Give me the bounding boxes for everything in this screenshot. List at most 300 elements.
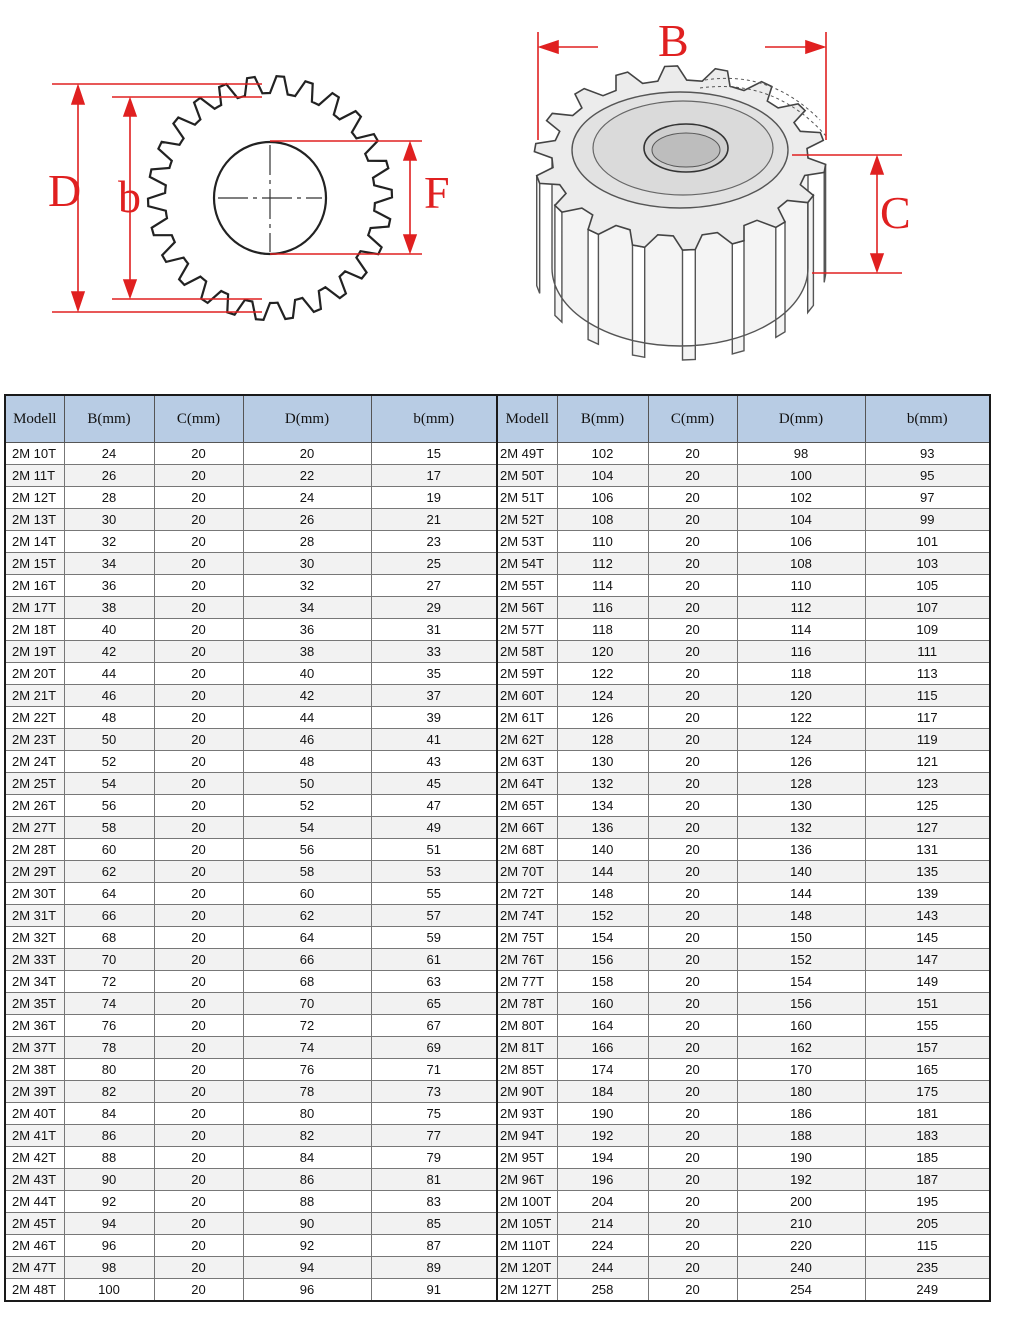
value-cell: 17: [371, 465, 497, 487]
model-cell: 2M 42T: [5, 1147, 64, 1169]
value-cell: 20: [154, 1191, 243, 1213]
value-cell: 20: [648, 1059, 737, 1081]
model-cell: 2M 105T: [497, 1213, 557, 1235]
value-cell: 26: [243, 509, 371, 531]
table-row: [5, 1081, 990, 1103]
value-cell: 105: [865, 575, 990, 597]
model-cell: 2M 18T: [5, 619, 64, 641]
value-cell: 190: [557, 1103, 648, 1125]
value-cell: 154: [737, 971, 865, 993]
value-cell: 54: [64, 773, 154, 795]
value-cell: 20: [648, 1081, 737, 1103]
value-cell: 152: [557, 905, 648, 927]
value-cell: 41: [371, 729, 497, 751]
table-row: [5, 751, 990, 773]
value-cell: 108: [557, 509, 648, 531]
value-cell: 20: [648, 597, 737, 619]
model-cell: 2M 110T: [497, 1235, 557, 1257]
value-cell: 20: [648, 1147, 737, 1169]
value-cell: 192: [737, 1169, 865, 1191]
value-cell: 61: [371, 949, 497, 971]
value-cell: 20: [154, 663, 243, 685]
value-cell: 56: [243, 839, 371, 861]
value-cell: 104: [557, 465, 648, 487]
model-cell: 2M 24T: [5, 751, 64, 773]
value-cell: 102: [557, 443, 648, 465]
value-cell: 143: [865, 905, 990, 927]
value-cell: 20: [648, 1213, 737, 1235]
value-cell: 132: [737, 817, 865, 839]
value-cell: 158: [557, 971, 648, 993]
value-cell: 86: [243, 1169, 371, 1191]
value-cell: 62: [243, 905, 371, 927]
value-cell: 72: [243, 1015, 371, 1037]
value-cell: 78: [243, 1081, 371, 1103]
model-cell: 2M 64T: [497, 773, 557, 795]
value-cell: 20: [154, 839, 243, 861]
value-cell: 200: [737, 1191, 865, 1213]
arrow-down-icon: [404, 235, 416, 252]
value-cell: 30: [64, 509, 154, 531]
value-cell: 56: [64, 795, 154, 817]
value-cell: 40: [243, 663, 371, 685]
value-cell: 86: [64, 1125, 154, 1147]
value-cell: 82: [243, 1125, 371, 1147]
model-cell: 2M 38T: [5, 1059, 64, 1081]
model-cell: 2M 17T: [5, 597, 64, 619]
value-cell: 20: [154, 707, 243, 729]
value-cell: 121: [865, 751, 990, 773]
table-row: [5, 1015, 990, 1037]
arrow-up-icon: [871, 157, 883, 174]
value-cell: 126: [557, 707, 648, 729]
value-cell: 175: [865, 1081, 990, 1103]
value-cell: 20: [154, 1015, 243, 1037]
model-cell: 2M 63T: [497, 751, 557, 773]
value-cell: 147: [865, 949, 990, 971]
value-cell: 149: [865, 971, 990, 993]
value-cell: 60: [243, 883, 371, 905]
value-cell: 20: [648, 1169, 737, 1191]
value-cell: 24: [64, 443, 154, 465]
value-cell: 20: [648, 1103, 737, 1125]
model-cell: 2M 54T: [497, 553, 557, 575]
value-cell: 55: [371, 883, 497, 905]
value-cell: 96: [243, 1279, 371, 1302]
table-row: [5, 597, 990, 619]
model-cell: 2M 68T: [497, 839, 557, 861]
column-header: C(mm): [154, 395, 243, 443]
model-cell: 2M 120T: [497, 1257, 557, 1279]
model-cell: 2M 35T: [5, 993, 64, 1015]
value-cell: 156: [737, 993, 865, 1015]
model-cell: 2M 20T: [5, 663, 64, 685]
value-cell: 20: [648, 971, 737, 993]
value-cell: 66: [64, 905, 154, 927]
value-cell: 64: [64, 883, 154, 905]
model-cell: 2M 16T: [5, 575, 64, 597]
value-cell: 99: [865, 509, 990, 531]
model-cell: 2M 127T: [497, 1279, 557, 1302]
table-row: [5, 1235, 990, 1257]
model-cell: 2M 58T: [497, 641, 557, 663]
value-cell: 188: [737, 1125, 865, 1147]
model-cell: 2M 43T: [5, 1169, 64, 1191]
value-cell: 131: [865, 839, 990, 861]
table-header: [5, 395, 990, 443]
value-cell: 135: [865, 861, 990, 883]
value-cell: 20: [648, 751, 737, 773]
table-row: [5, 1147, 990, 1169]
value-cell: 20: [648, 487, 737, 509]
value-cell: 57: [371, 905, 497, 927]
value-cell: 20: [154, 905, 243, 927]
value-cell: 15: [371, 443, 497, 465]
value-cell: 186: [737, 1103, 865, 1125]
value-cell: 156: [557, 949, 648, 971]
value-cell: 88: [64, 1147, 154, 1169]
value-cell: 110: [557, 531, 648, 553]
model-cell: 2M 47T: [5, 1257, 64, 1279]
value-cell: 258: [557, 1279, 648, 1302]
value-cell: 112: [737, 597, 865, 619]
value-cell: 58: [64, 817, 154, 839]
value-cell: 36: [64, 575, 154, 597]
value-cell: 34: [64, 553, 154, 575]
table-row: [5, 487, 990, 509]
value-cell: 20: [154, 1103, 243, 1125]
table-row: [5, 641, 990, 663]
value-cell: 64: [243, 927, 371, 949]
value-cell: 20: [648, 883, 737, 905]
table-row: [5, 509, 990, 531]
value-cell: 22: [243, 465, 371, 487]
value-cell: 112: [557, 553, 648, 575]
value-cell: 20: [648, 927, 737, 949]
value-cell: 85: [371, 1213, 497, 1235]
table-row: [5, 993, 990, 1015]
value-cell: 92: [64, 1191, 154, 1213]
value-cell: 224: [557, 1235, 648, 1257]
value-cell: 25: [371, 553, 497, 575]
value-cell: 90: [64, 1169, 154, 1191]
value-cell: 139: [865, 883, 990, 905]
value-cell: 157: [865, 1037, 990, 1059]
value-cell: 122: [557, 663, 648, 685]
value-cell: 170: [737, 1059, 865, 1081]
value-cell: 20: [154, 1125, 243, 1147]
value-cell: 20: [648, 619, 737, 641]
value-cell: 46: [243, 729, 371, 751]
table-row: [5, 707, 990, 729]
table-row: [5, 553, 990, 575]
value-cell: 196: [557, 1169, 648, 1191]
value-cell: 126: [737, 751, 865, 773]
value-cell: 20: [154, 531, 243, 553]
value-cell: 69: [371, 1037, 497, 1059]
arrow-up-icon: [72, 86, 84, 104]
value-cell: 97: [865, 487, 990, 509]
value-cell: 20: [648, 773, 737, 795]
model-cell: 2M 25T: [5, 773, 64, 795]
value-cell: 123: [865, 773, 990, 795]
model-cell: 2M 36T: [5, 1015, 64, 1037]
value-cell: 103: [865, 553, 990, 575]
value-cell: 48: [64, 707, 154, 729]
value-cell: 20: [648, 1191, 737, 1213]
value-cell: 35: [371, 663, 497, 685]
value-cell: 20: [154, 619, 243, 641]
value-cell: 92: [243, 1235, 371, 1257]
value-cell: 71: [371, 1059, 497, 1081]
value-cell: 20: [154, 773, 243, 795]
value-cell: 89: [371, 1257, 497, 1279]
model-cell: 2M 52T: [497, 509, 557, 531]
model-cell: 2M 23T: [5, 729, 64, 751]
arrow-up-icon: [404, 143, 416, 160]
model-cell: 2M 39T: [5, 1081, 64, 1103]
model-cell: 2M 34T: [5, 971, 64, 993]
value-cell: 44: [64, 663, 154, 685]
model-cell: 2M 62T: [497, 729, 557, 751]
value-cell: 194: [557, 1147, 648, 1169]
table-row: [5, 949, 990, 971]
arrow-down-icon: [871, 254, 883, 271]
value-cell: 174: [557, 1059, 648, 1081]
label-b: b: [118, 171, 141, 222]
value-cell: 78: [64, 1037, 154, 1059]
value-cell: 106: [557, 487, 648, 509]
model-cell: 2M 74T: [497, 905, 557, 927]
value-cell: 77: [371, 1125, 497, 1147]
model-cell: 2M 30T: [5, 883, 64, 905]
column-header: Modell: [5, 395, 64, 443]
value-cell: 20: [154, 971, 243, 993]
value-cell: 20: [154, 1059, 243, 1081]
value-cell: 165: [865, 1059, 990, 1081]
value-cell: 145: [865, 927, 990, 949]
value-cell: 94: [243, 1257, 371, 1279]
value-cell: 134: [557, 795, 648, 817]
value-cell: 115: [865, 685, 990, 707]
value-cell: 53: [371, 861, 497, 883]
value-cell: 95: [865, 465, 990, 487]
value-cell: 114: [557, 575, 648, 597]
value-cell: 100: [737, 465, 865, 487]
value-cell: 20: [154, 1169, 243, 1191]
value-cell: 20: [648, 1125, 737, 1147]
value-cell: 148: [557, 883, 648, 905]
value-cell: 42: [243, 685, 371, 707]
table-row: [5, 795, 990, 817]
model-cell: 2M 41T: [5, 1125, 64, 1147]
column-header: C(mm): [648, 395, 737, 443]
table-row: [5, 861, 990, 883]
value-cell: 87: [371, 1235, 497, 1257]
value-cell: 37: [371, 685, 497, 707]
model-cell: 2M 61T: [497, 707, 557, 729]
value-cell: 42: [64, 641, 154, 663]
value-cell: 114: [737, 619, 865, 641]
value-cell: 70: [64, 949, 154, 971]
value-cell: 110: [737, 575, 865, 597]
value-cell: 20: [648, 949, 737, 971]
value-cell: 73: [371, 1081, 497, 1103]
value-cell: 26: [64, 465, 154, 487]
model-cell: 2M 56T: [497, 597, 557, 619]
value-cell: 20: [154, 553, 243, 575]
model-cell: 2M 10T: [5, 443, 64, 465]
value-cell: 20: [154, 641, 243, 663]
value-cell: 38: [243, 641, 371, 663]
value-cell: 20: [154, 1257, 243, 1279]
value-cell: 60: [64, 839, 154, 861]
model-cell: 2M 37T: [5, 1037, 64, 1059]
value-cell: 90: [243, 1213, 371, 1235]
value-cell: 51: [371, 839, 497, 861]
label-C: C: [880, 187, 911, 238]
value-cell: 79: [371, 1147, 497, 1169]
arrow-left-icon: [540, 41, 558, 53]
arrow-right-icon: [806, 41, 824, 53]
value-cell: 30: [243, 553, 371, 575]
value-cell: 20: [154, 509, 243, 531]
value-cell: 45: [371, 773, 497, 795]
model-cell: 2M 26T: [5, 795, 64, 817]
value-cell: 102: [737, 487, 865, 509]
value-cell: 181: [865, 1103, 990, 1125]
value-cell: 20: [648, 1037, 737, 1059]
value-cell: 235: [865, 1257, 990, 1279]
value-cell: 101: [865, 531, 990, 553]
value-cell: 20: [154, 817, 243, 839]
value-cell: 46: [64, 685, 154, 707]
model-cell: 2M 29T: [5, 861, 64, 883]
value-cell: 76: [243, 1059, 371, 1081]
value-cell: 107: [865, 597, 990, 619]
model-cell: 2M 100T: [497, 1191, 557, 1213]
model-cell: 2M 49T: [497, 443, 557, 465]
model-cell: 2M 46T: [5, 1235, 64, 1257]
model-cell: 2M 48T: [5, 1279, 64, 1302]
table-row: [5, 839, 990, 861]
value-cell: 20: [154, 1235, 243, 1257]
column-header: D(mm): [737, 395, 865, 443]
value-cell: 20: [648, 685, 737, 707]
value-cell: 128: [557, 729, 648, 751]
value-cell: 62: [64, 861, 154, 883]
model-cell: 2M 78T: [497, 993, 557, 1015]
model-cell: 2M 28T: [5, 839, 64, 861]
value-cell: 190: [737, 1147, 865, 1169]
value-cell: 164: [557, 1015, 648, 1037]
value-cell: 66: [243, 949, 371, 971]
value-cell: 20: [648, 465, 737, 487]
value-cell: 130: [557, 751, 648, 773]
value-cell: 20: [154, 1279, 243, 1302]
model-cell: 2M 12T: [5, 487, 64, 509]
table-row: [5, 1169, 990, 1191]
value-cell: 20: [243, 443, 371, 465]
value-cell: 20: [154, 487, 243, 509]
value-cell: 204: [557, 1191, 648, 1213]
value-cell: 20: [154, 1147, 243, 1169]
value-cell: 150: [737, 927, 865, 949]
value-cell: 29: [371, 597, 497, 619]
table-row: [5, 1059, 990, 1081]
value-cell: 20: [648, 509, 737, 531]
value-cell: 33: [371, 641, 497, 663]
value-cell: 187: [865, 1169, 990, 1191]
value-cell: 127: [865, 817, 990, 839]
model-cell: 2M 75T: [497, 927, 557, 949]
value-cell: 28: [64, 487, 154, 509]
value-cell: 84: [64, 1103, 154, 1125]
table-row: [5, 465, 990, 487]
value-cell: 151: [865, 993, 990, 1015]
table-row: [5, 1125, 990, 1147]
value-cell: 240: [737, 1257, 865, 1279]
model-cell: 2M 85T: [497, 1059, 557, 1081]
model-cell: 2M 90T: [497, 1081, 557, 1103]
value-cell: 20: [648, 861, 737, 883]
value-cell: 88: [243, 1191, 371, 1213]
value-cell: 52: [243, 795, 371, 817]
value-cell: 20: [648, 575, 737, 597]
value-cell: 20: [154, 1037, 243, 1059]
value-cell: 20: [154, 861, 243, 883]
value-cell: 20: [154, 949, 243, 971]
value-cell: 32: [243, 575, 371, 597]
value-cell: 84: [243, 1147, 371, 1169]
value-cell: 104: [737, 509, 865, 531]
value-cell: 59: [371, 927, 497, 949]
table-row: [5, 1257, 990, 1279]
table-body: [5, 443, 990, 1302]
value-cell: 249: [865, 1279, 990, 1302]
value-cell: 244: [557, 1257, 648, 1279]
table-row: [5, 1103, 990, 1125]
value-cell: 136: [737, 839, 865, 861]
column-header: b(mm): [371, 395, 497, 443]
model-cell: 2M 94T: [497, 1125, 557, 1147]
model-cell: 2M 59T: [497, 663, 557, 685]
value-cell: 166: [557, 1037, 648, 1059]
model-cell: 2M 22T: [5, 707, 64, 729]
table-row: [5, 729, 990, 751]
value-cell: 115: [865, 1235, 990, 1257]
label-B: B: [658, 15, 689, 66]
value-cell: 23: [371, 531, 497, 553]
value-cell: 24: [243, 487, 371, 509]
value-cell: 154: [557, 927, 648, 949]
value-cell: 80: [243, 1103, 371, 1125]
value-cell: 20: [648, 993, 737, 1015]
iso-view-gear: [534, 66, 826, 360]
value-cell: 20: [154, 575, 243, 597]
value-cell: 32: [64, 531, 154, 553]
gear-diagram-svg: [0, 0, 1010, 390]
table-row: [5, 971, 990, 993]
model-cell: 2M 76T: [497, 949, 557, 971]
value-cell: 44: [243, 707, 371, 729]
value-cell: 136: [557, 817, 648, 839]
value-cell: 116: [737, 641, 865, 663]
value-cell: 205: [865, 1213, 990, 1235]
table-row: [5, 575, 990, 597]
value-cell: 58: [243, 861, 371, 883]
value-cell: 120: [737, 685, 865, 707]
